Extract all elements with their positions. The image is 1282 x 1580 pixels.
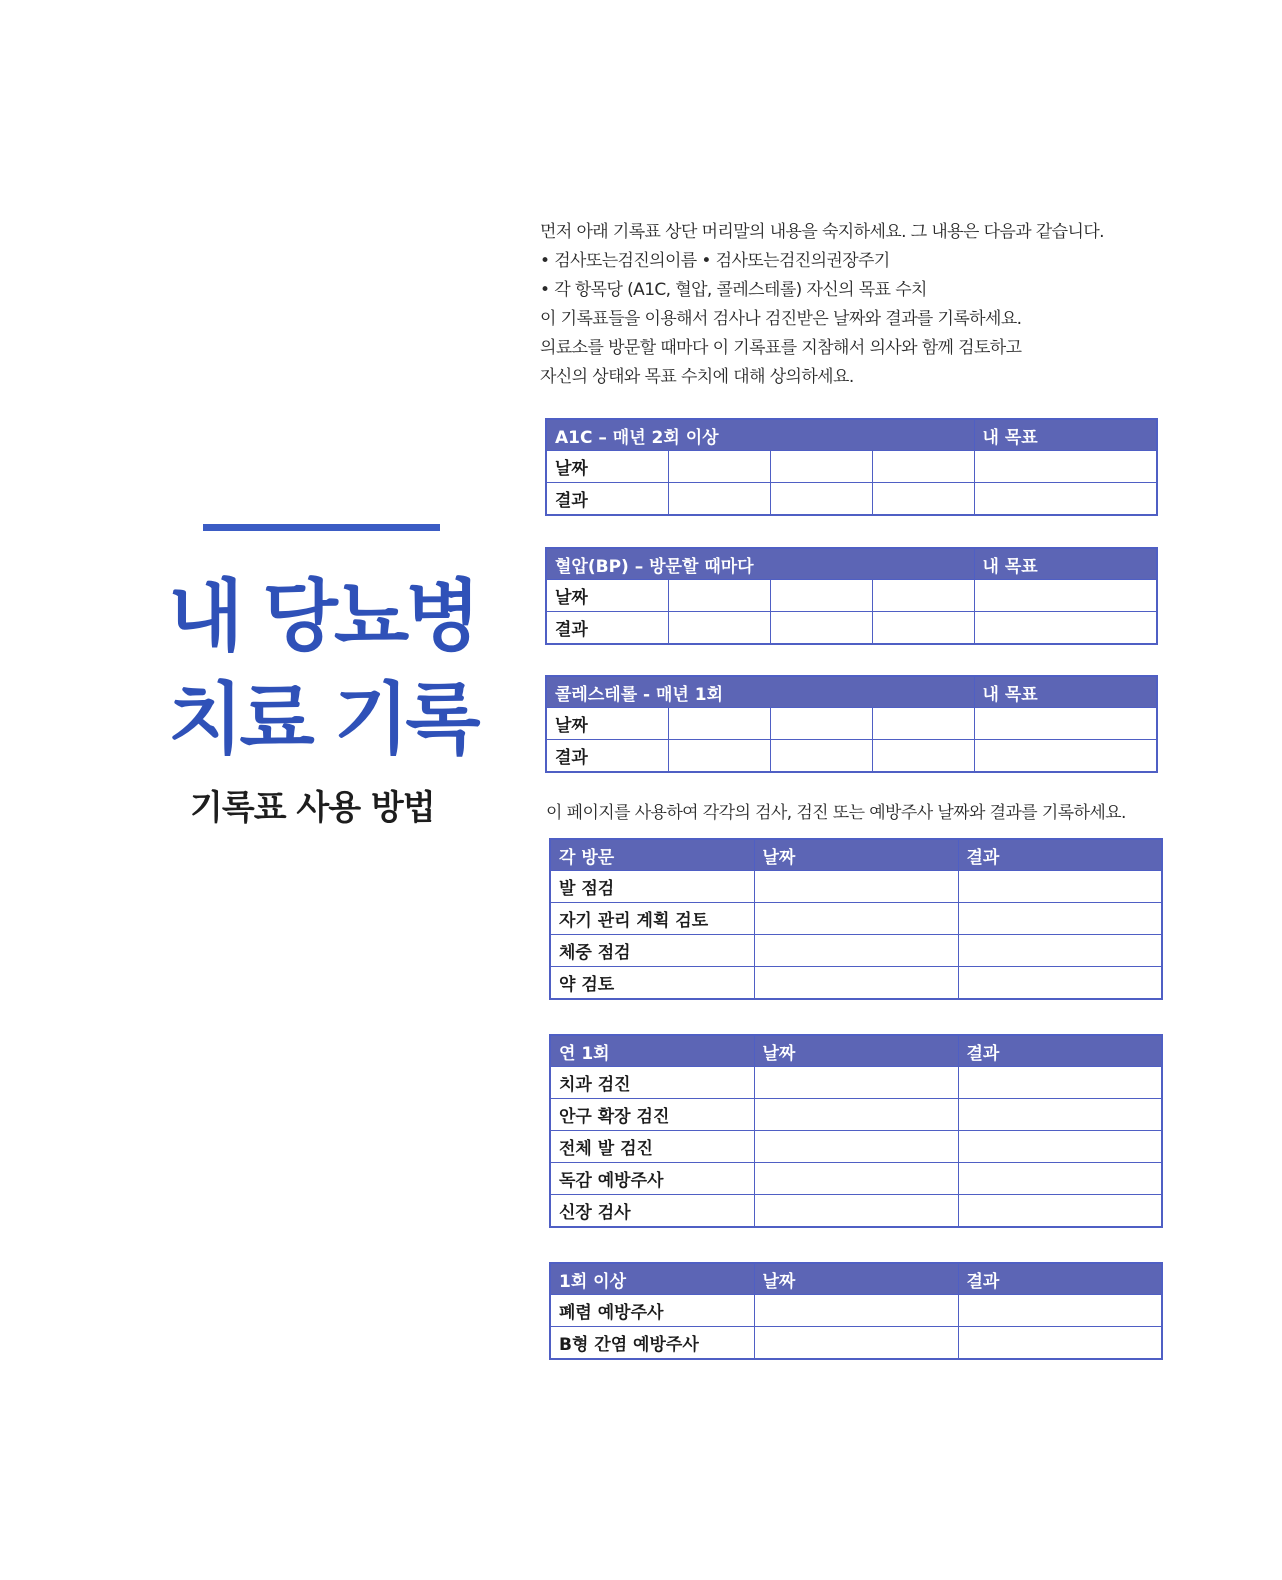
- table-header: 1회 이상: [550, 1263, 754, 1295]
- goal-header: 내 목표: [974, 419, 1157, 451]
- result-cell[interactable]: [958, 1195, 1162, 1228]
- row-label: 신장 검사: [550, 1195, 754, 1228]
- intro-line: 먼저 아래 기록표 상단 머리말의 내용을 숙지하세요. 그 내용은 다음과 같습니다.: [540, 222, 1104, 242]
- goal-cell[interactable]: [974, 483, 1157, 516]
- goal-cell[interactable]: [974, 451, 1157, 483]
- table-row: [546, 740, 1157, 773]
- result-cell[interactable]: [958, 871, 1162, 903]
- goal-header: 내 목표: [974, 676, 1157, 708]
- table-row: [546, 451, 1157, 483]
- date-cell[interactable]: [754, 871, 958, 903]
- entry-cell[interactable]: [872, 708, 974, 740]
- entry-cell[interactable]: [770, 451, 872, 483]
- date-cell[interactable]: [754, 1163, 958, 1195]
- intro-line: 자신의 상태와 목표 수치에 대해 상의하세요.: [540, 367, 854, 387]
- date-cell[interactable]: [754, 1327, 958, 1360]
- date-header: 날짜: [754, 1263, 958, 1295]
- table-row: [550, 1099, 1162, 1131]
- page-title-line-1: 내 당뇨병: [168, 572, 477, 662]
- entry-cell[interactable]: [770, 740, 872, 773]
- intro-line: 의료소를 방문할 때마다 이 기록표를 지참해서 의사와 함께 검토하고: [540, 338, 1022, 358]
- table-row: [546, 612, 1157, 645]
- table-header-row: [550, 839, 1162, 871]
- result-header: 결과: [958, 839, 1162, 871]
- table-header-row: [546, 676, 1157, 708]
- row-label: 자기 관리 계획 검토: [550, 903, 754, 935]
- row-label-date: 날짜: [546, 708, 668, 740]
- row-label-date: 날짜: [546, 580, 668, 612]
- table-row: [550, 1295, 1162, 1327]
- table-header-row: [546, 548, 1157, 580]
- table-header: 각 방문: [550, 839, 754, 871]
- entry-cell[interactable]: [770, 483, 872, 516]
- result-cell[interactable]: [958, 1131, 1162, 1163]
- table-header: 콜레스테롤 - 매년 1회: [546, 676, 974, 708]
- row-label-result: 결과: [546, 740, 668, 773]
- goal-cell[interactable]: [974, 580, 1157, 612]
- bp-table: [545, 547, 1158, 645]
- entry-cell[interactable]: [770, 580, 872, 612]
- result-cell[interactable]: [958, 967, 1162, 1000]
- table-header-row: [546, 419, 1157, 451]
- result-cell[interactable]: [958, 1327, 1162, 1360]
- row-label: 전체 발 검진: [550, 1131, 754, 1163]
- result-cell[interactable]: [958, 903, 1162, 935]
- entry-cell[interactable]: [872, 451, 974, 483]
- intro-line: • 각 항목당 (A1C, 혈압, 콜레스테롤) 자신의 목표 수치: [540, 280, 927, 300]
- row-label: 체중 점검: [550, 935, 754, 967]
- date-cell[interactable]: [754, 1295, 958, 1327]
- page-title-line-2: 치료 기록: [168, 675, 477, 765]
- intro-line: • 검사또는검진의이름 • 검사또는검진의권장주기: [540, 251, 890, 271]
- entry-cell[interactable]: [872, 740, 974, 773]
- a1c-table: [545, 418, 1158, 516]
- row-label: 치과 검진: [550, 1067, 754, 1099]
- entry-cell[interactable]: [770, 612, 872, 645]
- date-cell[interactable]: [754, 903, 958, 935]
- table-header: A1C – 매년 2회 이상: [546, 419, 974, 451]
- goal-cell[interactable]: [974, 708, 1157, 740]
- entry-cell[interactable]: [872, 612, 974, 645]
- yearly-table: [549, 1034, 1163, 1228]
- entry-cell[interactable]: [668, 740, 770, 773]
- table-row: [550, 871, 1162, 903]
- result-cell[interactable]: [958, 935, 1162, 967]
- table-header: 연 1회: [550, 1035, 754, 1067]
- row-label: 안구 확장 검진: [550, 1099, 754, 1131]
- row-label: 독감 예방주사: [550, 1163, 754, 1195]
- cholesterol-table: [545, 675, 1158, 773]
- page-subtitle: 기록표 사용 방법: [190, 788, 435, 828]
- date-header: 날짜: [754, 1035, 958, 1067]
- table-header-row: [550, 1263, 1162, 1295]
- entry-cell[interactable]: [872, 580, 974, 612]
- result-header: 결과: [958, 1035, 1162, 1067]
- date-header: 날짜: [754, 839, 958, 871]
- entry-cell[interactable]: [872, 483, 974, 516]
- table-header-row: [550, 1035, 1162, 1067]
- row-label: B형 간염 예방주사: [550, 1327, 754, 1360]
- result-cell[interactable]: [958, 1099, 1162, 1131]
- result-cell[interactable]: [958, 1067, 1162, 1099]
- table-row: [550, 1067, 1162, 1099]
- date-cell[interactable]: [754, 935, 958, 967]
- table-row: [550, 903, 1162, 935]
- table-row: [546, 580, 1157, 612]
- page-title: [168, 566, 498, 772]
- entry-cell[interactable]: [668, 612, 770, 645]
- entry-cell[interactable]: [668, 708, 770, 740]
- result-cell[interactable]: [958, 1163, 1162, 1195]
- row-label: 폐렴 예방주사: [550, 1295, 754, 1327]
- date-cell[interactable]: [754, 1099, 958, 1131]
- result-cell[interactable]: [958, 1295, 1162, 1327]
- goal-cell[interactable]: [974, 740, 1157, 773]
- row-label-result: 결과: [546, 612, 668, 645]
- result-header: 결과: [958, 1263, 1162, 1295]
- table-header: 혈압(BP) – 방문할 때마다: [546, 548, 974, 580]
- table-row: [550, 967, 1162, 1000]
- row-label-result: 결과: [546, 483, 668, 516]
- table-row: [546, 708, 1157, 740]
- row-label-date: 날짜: [546, 451, 668, 483]
- entry-cell[interactable]: [668, 580, 770, 612]
- left-accent-rule: [203, 524, 440, 531]
- row-label: 발 점검: [550, 871, 754, 903]
- table-row: [546, 483, 1157, 516]
- table-row: [550, 1327, 1162, 1360]
- goal-header: 내 목표: [974, 548, 1157, 580]
- date-cell[interactable]: [754, 1131, 958, 1163]
- table-row: [550, 1131, 1162, 1163]
- intro-line: 이 기록표들을 이용해서 검사나 검진받은 날짜와 결과를 기록하세요.: [540, 309, 1022, 329]
- table-instructions: 이 페이지를 사용하여 각각의 검사, 검진 또는 예방주사 날짜와 결과를 기록하세요.: [546, 803, 1126, 823]
- each-visit-table: [549, 838, 1163, 1000]
- intro-text: [540, 218, 1160, 392]
- table-row: [550, 1163, 1162, 1195]
- table-row: [550, 935, 1162, 967]
- date-cell[interactable]: [754, 1195, 958, 1228]
- date-cell[interactable]: [754, 1067, 958, 1099]
- entry-cell[interactable]: [668, 483, 770, 516]
- date-cell[interactable]: [754, 967, 958, 1000]
- goal-cell[interactable]: [974, 612, 1157, 645]
- row-label: 약 검토: [550, 967, 754, 1000]
- entry-cell[interactable]: [770, 708, 872, 740]
- entry-cell[interactable]: [668, 451, 770, 483]
- table-row: [550, 1195, 1162, 1228]
- once-or-more-table: [549, 1262, 1163, 1360]
